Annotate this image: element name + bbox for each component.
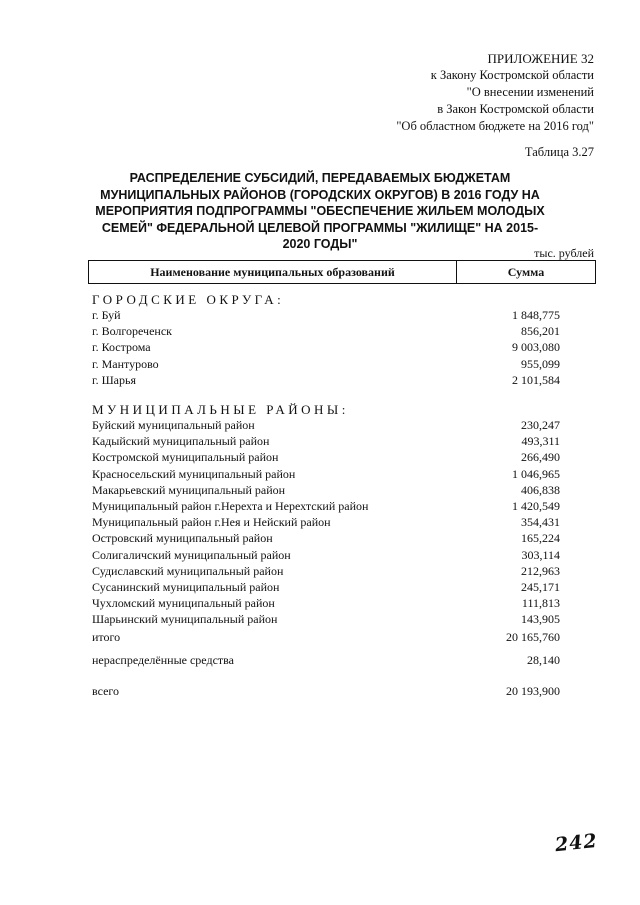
row-value: 111,813 (521, 596, 560, 611)
row-name: Муниципальный район г.Нея и Нейский район (92, 515, 331, 530)
table-row (92, 563, 560, 579)
table-row (92, 323, 560, 339)
appendix-law-ref-2: в Закон Костромской области (437, 102, 594, 116)
header-name-column: Наименование муниципальных образований (89, 261, 457, 283)
row-name: Солигаличский муниципальный район (92, 547, 291, 562)
table-row (92, 514, 560, 530)
table-row (92, 466, 560, 482)
table-row (92, 611, 560, 627)
unallocated-value: 28,140 (527, 653, 560, 667)
table-number: Таблица 3.27 (524, 145, 594, 159)
row-name: г. Кострома (92, 340, 151, 355)
row-name: г. Шарья (92, 372, 136, 387)
table-row (92, 417, 560, 433)
table-row (92, 530, 560, 546)
row-value: 955,099 (521, 356, 560, 371)
appendix-block (396, 50, 594, 135)
row-name: Костромской муниципальный район (92, 450, 279, 465)
row-name: г. Мантурово (92, 356, 159, 371)
unallocated-label: нераспределённые средства (92, 653, 234, 667)
urban-districts-list (92, 307, 560, 388)
row-value: 212,963 (521, 563, 560, 578)
table-row (92, 482, 560, 498)
subtotal-value: 20 165,760 (506, 630, 560, 644)
appendix-budget-ref: "Об областном бюджете на 2016 год" (396, 119, 594, 133)
row-value: 9 003,080 (512, 340, 560, 355)
municipal-districts-label: МУНИЦИПАЛЬНЫЕ РАЙОНЫ: (92, 402, 349, 417)
table-row (92, 547, 560, 563)
appendix-amend-ref: "О внесении изменений (466, 85, 594, 99)
table-row (92, 595, 560, 611)
row-value: 245,171 (521, 579, 560, 594)
total-value: 20 193,900 (506, 684, 560, 698)
table-row (92, 433, 560, 449)
row-name: Чухломский муниципальный район (92, 596, 275, 611)
row-value: 143,905 (521, 612, 560, 627)
subtotal-row (92, 630, 560, 645)
row-value: 2 101,584 (512, 372, 560, 387)
row-value: 493,311 (521, 434, 560, 449)
row-value: 1 848,775 (512, 308, 560, 322)
total-row (92, 684, 560, 699)
row-value: 303,114 (521, 547, 560, 562)
row-value: 406,838 (521, 482, 560, 497)
row-name: Сусанинский муниципальный район (92, 579, 280, 594)
row-name: Буйский муниципальный район (92, 418, 255, 432)
total-label: всего (92, 684, 120, 698)
header-sum-column: Сумма (507, 264, 545, 279)
row-name: г. Волгореченск (92, 324, 172, 339)
document-title: РАСПРЕДЕЛЕНИЕ СУБСИДИЙ, ПЕРЕДАВАЕМЫХ БЮДЖЕТАМ МУНИЦИПАЛЬНЫХ РАЙОНОВ (ГОРОДСКИХ ОКРУГОВ) В 2016 ГОДУ НА МЕРОПРИЯТИЯ ПОДПРОГРАММЫ "ОБЕСПЕЧЕНИЕ ЖИЛЬЕМ МОЛОДЫХ СЕМЕЙ" ФЕДЕРАЛЬНОЙ ЦЕЛЕВОЙ ПРОГРАММЫ "ЖИЛИЩЕ" НА 2015-2020 ГОДЫ" (95, 171, 545, 251)
row-value: 354,431 (521, 515, 560, 530)
row-name: Судиславский муниципальный район (92, 563, 284, 578)
appendix-title: ПРИЛОЖЕНИЕ 32 (487, 51, 594, 66)
urban-districts-label: ГОРОДСКИЕ ОКРУГА: (92, 292, 285, 307)
row-name: Кадыйский муниципальный район (92, 434, 270, 449)
table-row (92, 372, 560, 388)
unallocated-row (92, 653, 560, 668)
row-name: Муниципальный район г.Нерехта и Нерехтский район (92, 498, 369, 513)
row-name: Шарьинский муниципальный район (92, 612, 278, 627)
row-value: 230,247 (521, 418, 560, 432)
row-value: 165,224 (521, 531, 560, 546)
table-row (92, 579, 560, 595)
subtotal-label: итого (92, 630, 121, 644)
units-label: тыс. рублей (534, 246, 594, 260)
table-row (92, 498, 560, 514)
appendix-law-ref: к Закону Костромской области (430, 68, 594, 82)
table-header (88, 260, 596, 284)
row-name: Макарьевский муниципальный район (92, 482, 286, 497)
handwritten-page-number: 242 (554, 829, 600, 857)
municipal-districts-list (92, 417, 560, 627)
row-value: 1 046,965 (512, 466, 560, 481)
table-row (92, 356, 560, 372)
row-name: Островский муниципальный район (92, 531, 273, 546)
row-name: Красносельский муниципальный район (92, 466, 296, 481)
row-value: 856,201 (521, 324, 560, 339)
table-row (92, 339, 560, 355)
table-row (92, 449, 560, 465)
row-value: 1 420,549 (512, 498, 560, 513)
row-name: г. Буй (92, 308, 121, 322)
table-row (92, 307, 560, 323)
row-value: 266,490 (521, 450, 560, 465)
